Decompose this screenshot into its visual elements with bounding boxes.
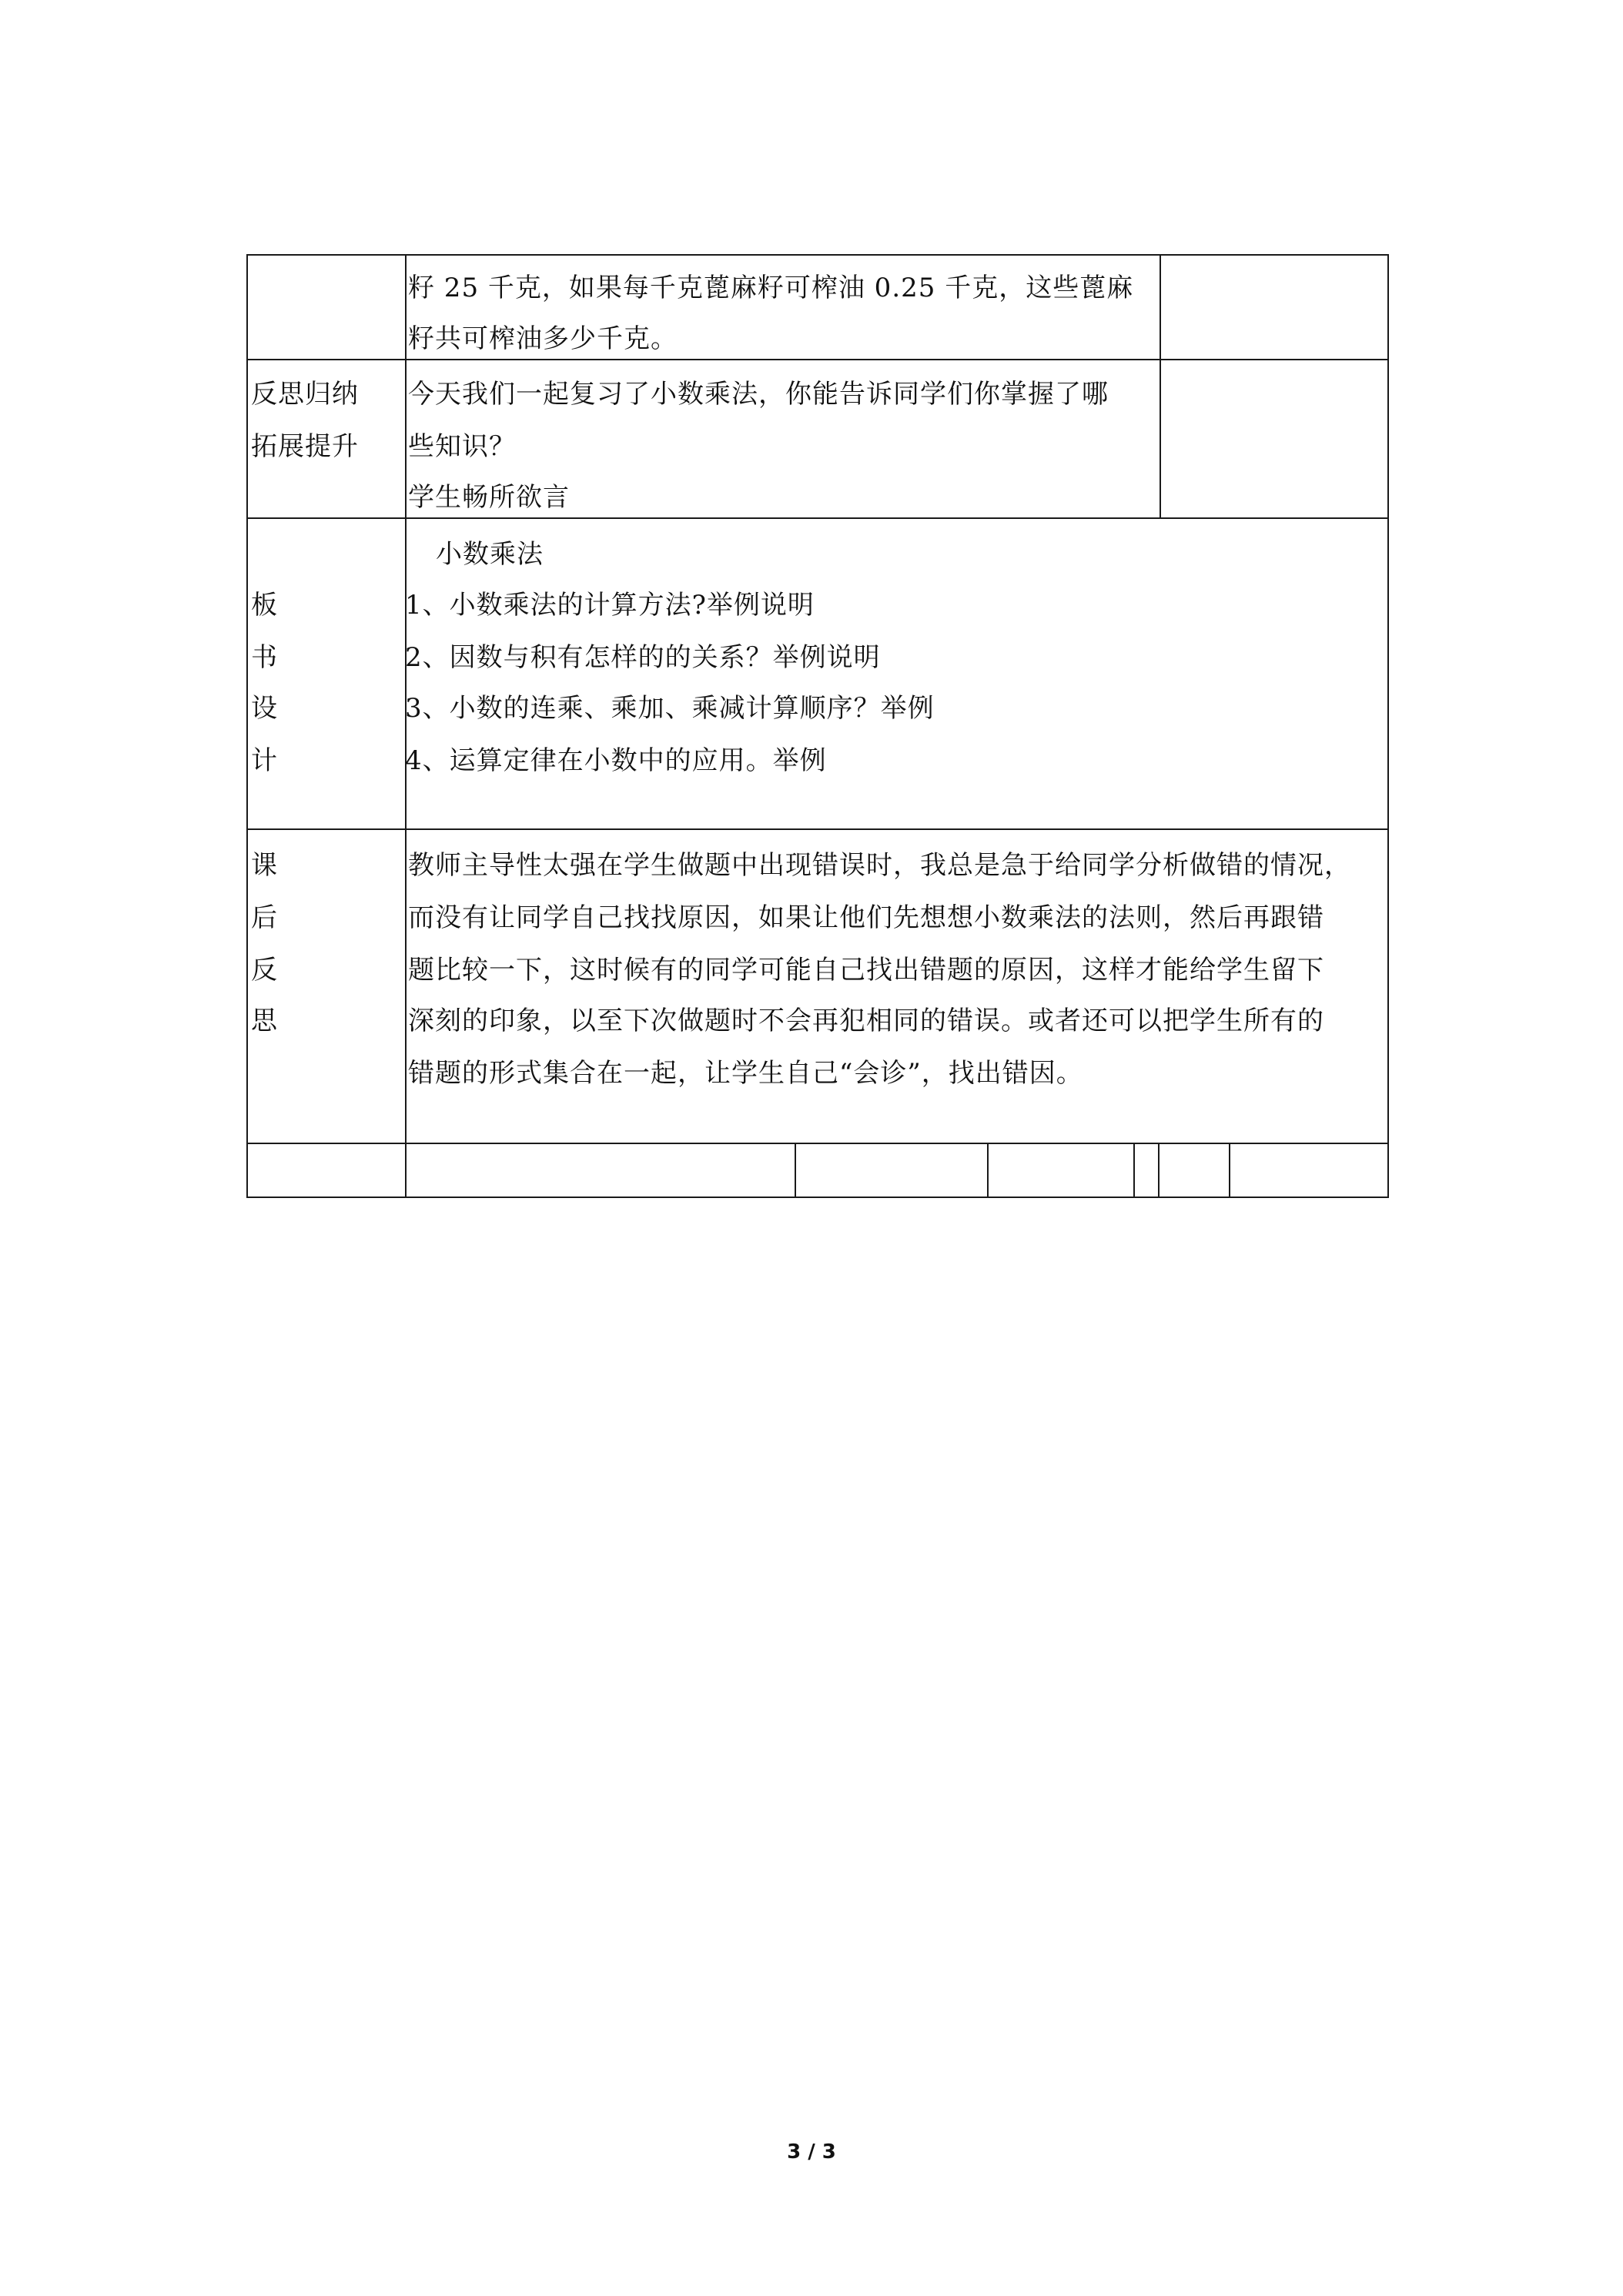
bottom-row-divider-2 xyxy=(987,1143,989,1198)
board-label-char-3: 设 xyxy=(251,693,278,724)
reflection-label-line-1: 反思归纳 xyxy=(251,379,359,410)
bottom-row-divider-4 xyxy=(1158,1143,1160,1198)
reflection-content-line-1: 今天我们一起复习了小数乘法，你能告诉同学们你掌握了哪 xyxy=(408,379,1109,410)
row-divider-3 xyxy=(246,828,1389,830)
reflection-content-line-3: 学生畅所欲言 xyxy=(408,482,570,513)
board-item-3: 3、小数的连乘、乘加、乘减计算顺序？举例 xyxy=(405,693,935,724)
reflection-label-line-2: 拓展提升 xyxy=(251,431,359,462)
after-class-label-char-4: 思 xyxy=(251,1006,278,1036)
after-class-line-1: 教师主导性太强在学生做题中出现错误时，我总是急于给同学分析做错的情况， xyxy=(408,850,1351,881)
after-class-line-2: 而没有让同学自己找找原因，如果让他们先想想小数乘法的法则，然后再跟错 xyxy=(408,902,1324,933)
after-class-label-char-3: 反 xyxy=(251,955,278,986)
table-border-top xyxy=(246,254,1389,256)
board-title: 小数乘法 xyxy=(436,539,544,570)
board-label-char-1: 板 xyxy=(251,590,278,621)
bottom-row-divider-1 xyxy=(795,1143,796,1198)
table-border-right xyxy=(1387,254,1389,1198)
reflection-content-line-2: 些知识？ xyxy=(408,431,516,462)
after-class-label-char-1: 课 xyxy=(251,850,278,881)
after-class-line-3: 题比较一下，这时候有的同学可能自己找出错题的原因，这样才能给学生留下 xyxy=(408,955,1324,986)
row-divider-4 xyxy=(246,1143,1389,1144)
board-item-4: 4、运算定律在小数中的应用。举例 xyxy=(405,745,827,776)
top-row-line-2: 籽共可榨油多少千克。 xyxy=(408,323,678,354)
board-label-char-4: 计 xyxy=(251,745,278,776)
board-label-char-2: 书 xyxy=(251,642,278,673)
board-item-2: 2、因数与积有怎样的的关系？举例说明 xyxy=(405,642,881,673)
after-class-line-5: 错题的形式集合在一起，让学生自己“会诊”，找出错因。 xyxy=(408,1058,1083,1089)
bottom-row-divider-3 xyxy=(1133,1143,1135,1198)
remarks-column-divider xyxy=(1160,254,1161,519)
table-border-bottom xyxy=(246,1197,1389,1198)
table-border-left xyxy=(246,254,248,1198)
bottom-row-divider-5 xyxy=(1229,1143,1230,1198)
page-number: 3 / 3 xyxy=(787,2140,836,2164)
top-row-line-1: 籽 25 千克，如果每千克蓖麻籽可榨油 0.25 千克，这些蓖麻 xyxy=(408,273,1134,303)
board-item-1: 1、小数乘法的计算方法?举例说明 xyxy=(405,590,815,621)
after-class-line-4: 深刻的印象，以至下次做题时不会再犯相同的错误。或者还可以把学生所有的 xyxy=(408,1006,1324,1036)
after-class-label-char-2: 后 xyxy=(251,902,278,933)
